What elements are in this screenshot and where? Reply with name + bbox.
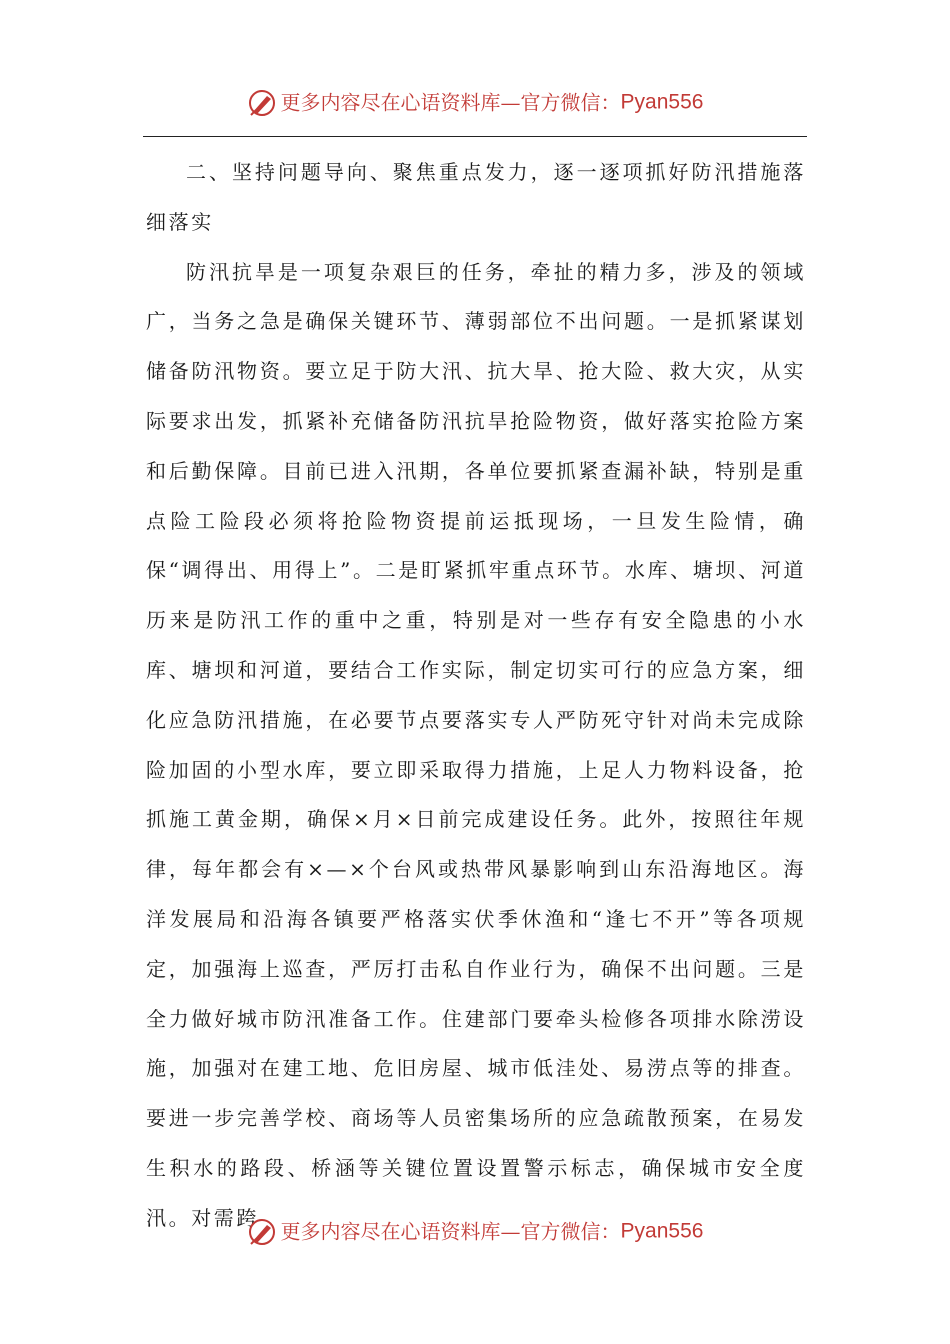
footer-separator: — <box>500 1219 521 1244</box>
body-paragraph: 防汛抗旱是一项复杂艰巨的任务，牵扯的精力多，涉及的领域广，当务之急是确保关键环节、薄弱部位不出问题。一是抓紧谋划储备防汛物资。要立足于防大汛、抗大旱、抢大险、救大灾，从实际要求出发，抓紧补充储备防汛抗旱抢险物资，做好落实抢险方案和后勤保障。目前已进入汛期，各单位要抓紧查漏补缺，特别是重点险工险段必须将抢险物资提前运抵现场，一旦发生险情，确保“调得出、用得上”。二是盯紧抓牢重点环节。水库、塘坝、河道历来是防汛工作的重中之重，特别是对一些存有安全隐患的小水库、塘坝和河道，要结合工作实际，制定切实可行的应急方案，细化应急防汛措施，在必要节点要落实专人严防死守针对尚未完成除险加固的小型水库，要立即采取得力措施，上足人力物料设备，抢抓施工黄金期，确保×月×日前完成建设任务。此外，按照往年规律，每年都会有×—×个台风或热带风暴影响到山东沿海地区。海洋发展局和沿海各镇要严格落实伏季休渔和“逢七不开”等各项规定，加强海上巡查，严厉打击私自作业行为，确保不出问题。三是全力做好城市防汛准备工作。住建部门要牵头检修各项排水除涝设施，加强对在建工地、危旧房屋、城市低洼处、易涝点等的排查。要进一步完善学校、商场等人员密集场所的应急疏散预案，在易发生积水的路段、桥涵等关键位置设置警示标志，确保城市安全度汛。对需跨 <box>146 259 806 1230</box>
header-wechat-label: 官方微信： <box>520 90 621 115</box>
footer-brand-text: 更多内容尽在心语资料库 <box>280 1219 501 1244</box>
header-banner <box>0 86 950 116</box>
header-separator: — <box>500 90 521 115</box>
header-divider <box>143 136 807 137</box>
footer-banner <box>0 1215 950 1245</box>
footer-wechat-label: 官方微信： <box>520 1219 621 1244</box>
footer-wechat-id: Pyan556 <box>620 1219 704 1243</box>
pen-logo-icon <box>247 88 277 118</box>
header-wechat-id: Pyan556 <box>620 90 704 114</box>
header-brand-text: 更多内容尽在心语资料库 <box>280 90 501 115</box>
section-heading: 二、坚持问题导向、聚焦重点发力，逐一逐项抓好防汛措施落细落实 <box>146 160 806 234</box>
document-body <box>146 148 806 1244</box>
pen-logo-icon <box>247 1217 277 1247</box>
